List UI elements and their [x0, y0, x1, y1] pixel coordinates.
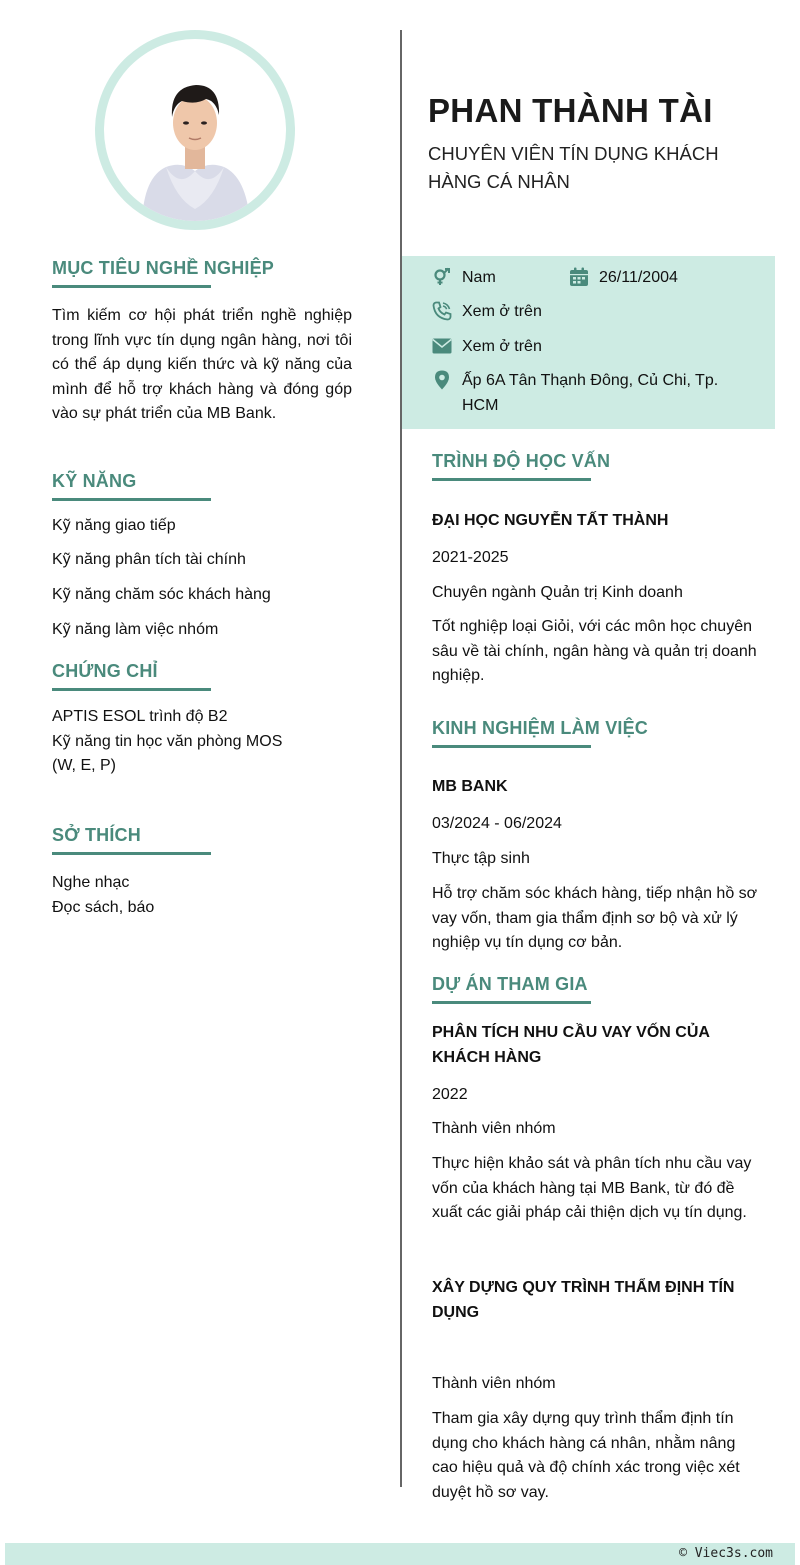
objective-text: Tìm kiếm cơ hội phát triển nghề nghiệp trong lĩnh vực tín dụng ngân hàng, nơi tôi có thể áp dụng kiến thức và kỹ năng của mình để hỗ trợ khách hàng và đóng góp vào sự phát triển của MB Bank. [52, 307, 352, 423]
objective-section [52, 258, 352, 427]
project-role: Thành viên nhóm [432, 1375, 556, 1392]
education-section [432, 451, 762, 481]
hobbies-heading: SỞ THÍCH [52, 825, 141, 845]
experience-section [432, 718, 762, 748]
gender-row [432, 266, 496, 291]
experience-period: 03/2024 - 06/2024 [432, 815, 562, 832]
job-title: CHUYÊN VIÊN TÍN DỤNG KHÁCH HÀNG CÁ NHÂN [428, 143, 719, 192]
hobby-item: Đọc sách, báo [52, 898, 155, 916]
education-underline [432, 478, 591, 481]
experience-description: Hỗ trợ chăm sóc khách hàng, tiếp nhận hồ sơ vay vốn, tham gia thẩm định sơ bộ và xử lý nghiệp vụ tín dụng cơ bản. [432, 885, 758, 952]
gender-value: Nam [462, 269, 496, 286]
education-heading: TRÌNH ĐỘ HỌC VẤN [432, 451, 611, 471]
phone-row [432, 300, 542, 325]
experience-role: Thực tập sinh [432, 850, 530, 867]
location-icon [432, 370, 452, 390]
certificates-heading: CHỨNG CHỈ [52, 661, 158, 681]
calendar-icon [569, 267, 589, 287]
skills-heading: KỸ NĂNG [52, 471, 137, 491]
avatar-photo [104, 39, 286, 221]
hobbies-underline [52, 852, 211, 855]
person-portrait-icon [104, 39, 286, 221]
gender-icon [432, 267, 452, 287]
certificates-section [52, 661, 352, 779]
certificate-item: Kỹ năng tin học văn phòng MOS [52, 732, 283, 750]
skills-underline [52, 498, 211, 501]
experience-heading: KINH NGHIỆM LÀM VIỆC [432, 718, 649, 738]
skill-item: Kỹ năng chăm sóc khách hàng [52, 586, 271, 603]
candidate-name: PHAN THÀNH TÀI [428, 92, 713, 129]
phone-value: Xem ở trên [462, 303, 542, 320]
birthday-row [569, 266, 678, 291]
column-divider [400, 30, 402, 1487]
hobbies-section [52, 825, 352, 920]
hobby-item: Nghe nhạc [52, 874, 130, 891]
email-icon [432, 336, 452, 356]
project-role: Thành viên nhóm [432, 1120, 556, 1137]
avatar [95, 30, 295, 230]
certificate-item: APTIS ESOL trình độ B2 [52, 708, 228, 725]
projects-underline [432, 1001, 591, 1004]
phone-icon [432, 301, 452, 321]
skill-item: Kỹ năng giao tiếp [52, 517, 176, 534]
project-year: 2022 [432, 1086, 468, 1103]
education-major: Chuyên ngành Quản trị Kinh doanh [432, 584, 683, 601]
certificate-item: (W, E, P) [52, 757, 116, 775]
projects-section [432, 974, 762, 1004]
school-name: ĐẠI HỌC NGUYỄN TẤT THÀNH [432, 512, 669, 529]
project-description: Tham gia xây dựng quy trình thẩm định tín dụng cho khách hàng cá nhân, nhằm nâng cao hiệu quả và độ chính xác trong việc xét duyệt hồ sơ vay. [432, 1410, 740, 1501]
certificates-underline [52, 688, 211, 691]
footer-bar [5, 1543, 795, 1565]
experience-underline [432, 745, 591, 748]
skills-section [52, 471, 352, 501]
objective-heading: MỤC TIÊU NGHỀ NGHIỆP [52, 258, 275, 278]
project-name: XÂY DỰNG QUY TRÌNH THẨM ĐỊNH TÍN DỤNG [432, 1279, 735, 1321]
birthday-value: 26/11/2004 [599, 269, 678, 286]
project-description: Thực hiện khảo sát và phân tích nhu cầu vay vốn của khách hàng tại MB Bank, từ đó đề xuất các giải pháp cải thiện dịch vụ tín dụng. [432, 1155, 752, 1222]
skill-item: Kỹ năng phân tích tài chính [52, 551, 246, 568]
email-row [432, 335, 542, 360]
education-description: Tốt nghiệp loại Giỏi, với các môn học chuyên sâu về tài chính, ngân hàng và quản trị doanh nghiệp. [432, 618, 757, 685]
objective-underline [52, 285, 211, 288]
address-value: Ấp 6A Tân Thạnh Đông, Củ Chi, Tp. HCM [462, 372, 719, 414]
address-row [432, 369, 752, 418]
education-period: 2021-2025 [432, 549, 509, 566]
contact-panel [402, 256, 775, 429]
projects-heading: DỰ ÁN THAM GIA [432, 974, 588, 994]
project-name: PHÂN TÍCH NHU CẦU VAY VỐN CỦA KHÁCH HÀNG [432, 1024, 710, 1066]
email-value: Xem ở trên [462, 338, 542, 355]
skill-item: Kỹ năng làm việc nhóm [52, 621, 219, 638]
footer-credit: © Viec3s.com [679, 1546, 773, 1561]
company-name: MB BANK [432, 778, 508, 795]
